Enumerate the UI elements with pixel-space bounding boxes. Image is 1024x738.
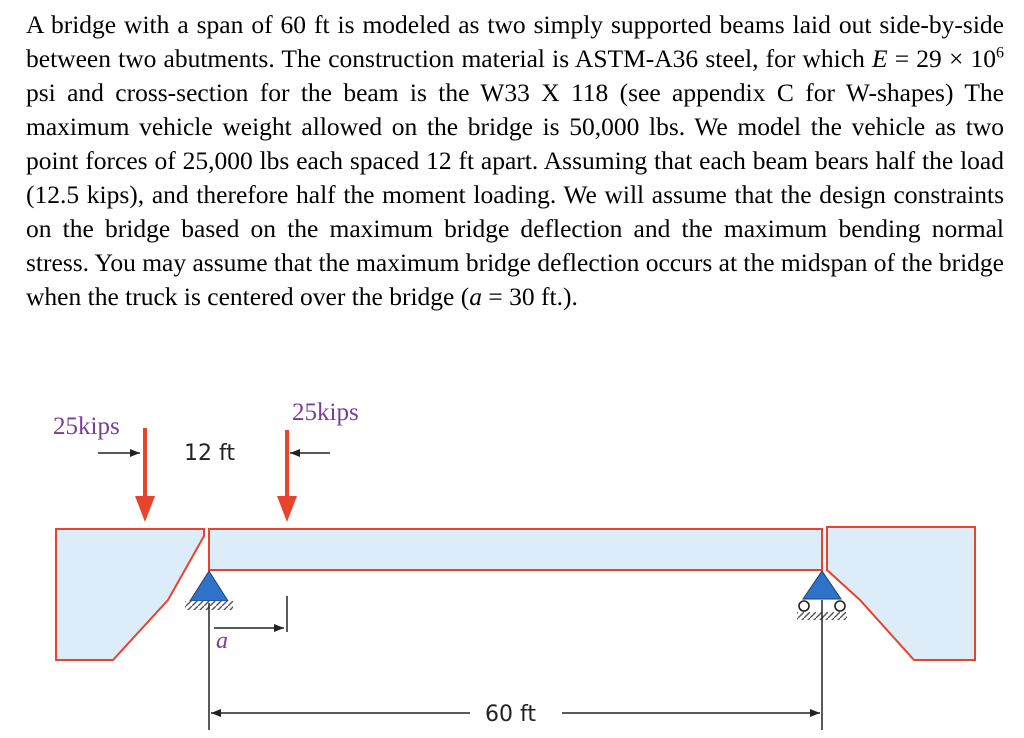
spacing-label: 12 ft xyxy=(184,441,235,466)
span-label: 60 ft xyxy=(485,702,536,727)
right-force-arrow xyxy=(277,430,297,522)
right-load-label: 25kips xyxy=(292,399,359,426)
right-abutment xyxy=(827,527,975,660)
modulus-value: = 29 × 10 xyxy=(887,44,996,73)
left-abutment xyxy=(56,529,204,660)
modulus-exponent: 6 xyxy=(996,44,1004,62)
left-load-label: 25kips xyxy=(53,413,120,440)
position-symbol: a xyxy=(469,282,482,311)
position-label: a xyxy=(216,628,228,654)
problem-text-part-3: = 30 ft.). xyxy=(482,282,578,311)
problem-text-part-2: psi and cross-section for the beam is the W33 X 118 (see appendix C for W-shapes) The maximum vehicle weight allowed on the bridge is 50,000 lbs. We model the vehicle as two point forces of 25,000 lbs each spaced 12 ft apart. Assuming that each beam bears half the load (12.5 kips), and therefore half the moment loading. We will assume that the design constraints on the bridge based on the maximum bridge deflection and the maximum bending normal stress. You may assume that the maximum bridge deflection occurs at the midspan of the bridge when the truck is centered over the bridge ( xyxy=(26,78,1005,311)
modulus-symbol: E xyxy=(872,44,888,73)
bridge-beam xyxy=(209,529,822,570)
problem-text-part-1: A bridge with a span of 60 ft is modeled as two simply supported beams laid out side-by-side between two abutments. The construction material is ASTM-A36 steel, for which xyxy=(26,10,1004,73)
left-force-arrow xyxy=(135,428,155,522)
